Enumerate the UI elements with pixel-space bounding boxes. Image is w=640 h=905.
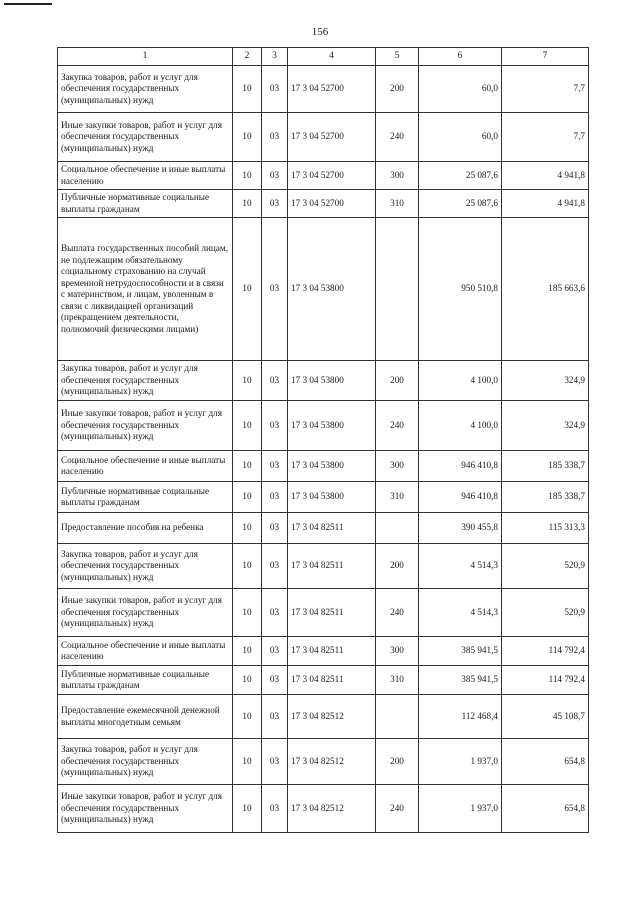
row-name-cell: Предоставление пособия на ребенка [58,513,233,544]
table-row [58,401,589,451]
expense-type-cell: 200 [376,739,419,785]
target-code-cell: 17 3 04 82511 [288,589,376,637]
expense-type-cell [376,218,419,361]
expense-type-cell: 300 [376,162,419,190]
subsection-cell: 03 [262,218,288,361]
amount-col7-cell: 324,9 [502,401,589,451]
row-name-cell: Выплата государственных пособий лицам, не подлежащим обязательному социальному страхованию на случай временной нетрудоспособности и в связи с материнством, и лицам, уволенным в связи с ликвидацией организаций (прекращением деятельности, полномочий физическими лицами) [58,218,233,361]
target-code-cell: 17 3 04 52700 [288,190,376,218]
table-row [58,482,589,513]
amount-col6-cell: 946 410,8 [419,451,502,482]
section-cell: 10 [233,513,262,544]
amount-col7-cell: 520,9 [502,589,589,637]
amount-col6-cell: 4 514,3 [419,544,502,589]
subsection-cell: 03 [262,361,288,401]
subsection-cell: 03 [262,589,288,637]
section-cell: 10 [233,544,262,589]
amount-col7-cell: 185 338,7 [502,451,589,482]
section-cell: 10 [233,666,262,695]
row-name-cell: Публичные нормативные социальные выплаты гражданам [58,190,233,218]
row-name-cell: Предоставление ежемесячной денежной выплаты многодетным семьям [58,695,233,739]
amount-col7-cell: 45 108,7 [502,695,589,739]
subsection-cell: 03 [262,482,288,513]
amount-col7-cell: 114 792,4 [502,637,589,666]
subsection-cell: 03 [262,451,288,482]
table-row [58,589,589,637]
subsection-cell: 03 [262,666,288,695]
subsection-cell: 03 [262,637,288,666]
amount-col6-cell: 4 100,0 [419,401,502,451]
section-cell: 10 [233,401,262,451]
target-code-cell: 17 3 04 53800 [288,482,376,513]
amount-col6-cell: 112 468,4 [419,695,502,739]
subsection-cell: 03 [262,190,288,218]
section-cell: 10 [233,739,262,785]
table-row [58,66,589,113]
expense-type-cell: 240 [376,589,419,637]
subsection-cell: 03 [262,113,288,162]
table-row [58,190,589,218]
subsection-cell: 03 [262,401,288,451]
amount-col6-cell: 60,0 [419,113,502,162]
target-code-cell: 17 3 04 52700 [288,66,376,113]
section-cell: 10 [233,218,262,361]
amount-col7-cell: 185 663,6 [502,218,589,361]
amount-col7-cell: 654,8 [502,739,589,785]
header-cell: 2 [233,48,262,66]
amount-col6-cell: 25 087,6 [419,190,502,218]
row-name-cell: Социальное обеспечение и иные выплаты населению [58,451,233,482]
table-row [58,666,589,695]
page-number: 156 [311,26,329,38]
row-name-cell: Публичные нормативные социальные выплаты гражданам [58,482,233,513]
table-row [58,739,589,785]
row-name-cell: Иные закупки товаров, работ и услуг для обеспечения государственных (муниципальных) нужд [58,589,233,637]
amount-col6-cell: 60,0 [419,66,502,113]
header-cell: 4 [288,48,376,66]
budget-table [57,47,589,833]
expense-type-cell: 200 [376,66,419,113]
expense-type-cell [376,695,419,739]
amount-col7-cell: 4 941,8 [502,190,589,218]
amount-col7-cell: 7,7 [502,66,589,113]
target-code-cell: 17 3 04 82512 [288,695,376,739]
table-row [58,361,589,401]
subsection-cell: 03 [262,739,288,785]
expense-type-cell [376,513,419,544]
section-cell: 10 [233,451,262,482]
section-cell: 10 [233,637,262,666]
expense-type-cell: 310 [376,190,419,218]
row-name-cell: Публичные нормативные социальные выплаты гражданам [58,666,233,695]
expense-type-cell: 200 [376,361,419,401]
amount-col6-cell: 4 100,0 [419,361,502,401]
section-cell: 10 [233,482,262,513]
table-row [58,785,589,833]
target-code-cell: 17 3 04 82512 [288,785,376,833]
target-code-cell: 17 3 04 82511 [288,513,376,544]
section-cell: 10 [233,785,262,833]
expense-type-cell: 240 [376,113,419,162]
subsection-cell: 03 [262,785,288,833]
subsection-cell: 03 [262,544,288,589]
table-row [58,544,589,589]
amount-col7-cell: 185 338,7 [502,482,589,513]
header-row [58,48,589,66]
amount-col6-cell: 1 937,0 [419,739,502,785]
target-code-cell: 17 3 04 53800 [288,451,376,482]
expense-type-cell: 240 [376,785,419,833]
amount-col6-cell: 390 455,8 [419,513,502,544]
section-cell: 10 [233,361,262,401]
expense-type-cell: 200 [376,544,419,589]
table-row [58,637,589,666]
target-code-cell: 17 3 04 82512 [288,739,376,785]
table-row [58,695,589,739]
table-row [58,162,589,190]
amount-col7-cell: 114 792,4 [502,666,589,695]
expense-type-cell: 300 [376,637,419,666]
table-row [58,218,589,361]
row-name-cell: Иные закупки товаров, работ и услуг для обеспечения государственных (муниципальных) нужд [58,113,233,162]
amount-col7-cell: 654,8 [502,785,589,833]
target-code-cell: 17 3 04 53800 [288,218,376,361]
target-code-cell: 17 3 04 52700 [288,113,376,162]
target-code-cell: 17 3 04 53800 [288,361,376,401]
amount-col6-cell: 950 510,8 [419,218,502,361]
row-name-cell: Закупка товаров, работ и услуг для обеспечения государственных (муниципальных) нужд [58,361,233,401]
target-code-cell: 17 3 04 52700 [288,162,376,190]
expense-type-cell: 240 [376,401,419,451]
amount-col6-cell: 1 937,0 [419,785,502,833]
table-row [58,513,589,544]
section-cell: 10 [233,190,262,218]
target-code-cell: 17 3 04 53800 [288,401,376,451]
amount-col7-cell: 520,9 [502,544,589,589]
section-cell: 10 [233,589,262,637]
section-cell: 10 [233,113,262,162]
target-code-cell: 17 3 04 82511 [288,666,376,695]
amount-col6-cell: 25 087,6 [419,162,502,190]
table-body [58,66,589,833]
amount-col6-cell: 4 514,3 [419,589,502,637]
section-cell: 10 [233,66,262,113]
row-name-cell: Закупка товаров, работ и услуг для обеспечения государственных (муниципальных) нужд [58,66,233,113]
row-name-cell: Иные закупки товаров, работ и услуг для обеспечения государственных (муниципальных) нужд [58,785,233,833]
expense-type-cell: 300 [376,451,419,482]
amount-col6-cell: 946 410,8 [419,482,502,513]
row-name-cell: Социальное обеспечение и иные выплаты населению [58,637,233,666]
amount-col7-cell: 324,9 [502,361,589,401]
row-name-cell: Закупка товаров, работ и услуг для обеспечения государственных (муниципальных) нужд [58,739,233,785]
subsection-cell: 03 [262,513,288,544]
amount-col7-cell: 4 941,8 [502,162,589,190]
row-name-cell: Закупка товаров, работ и услуг для обеспечения государственных (муниципальных) нужд [58,544,233,589]
expense-type-cell: 310 [376,482,419,513]
expense-type-cell: 310 [376,666,419,695]
header-cell: 7 [502,48,589,66]
row-name-cell: Социальное обеспечение и иные выплаты населению [58,162,233,190]
amount-col7-cell: 115 313,3 [502,513,589,544]
table-row [58,113,589,162]
header-cell: 5 [376,48,419,66]
row-name-cell: Иные закупки товаров, работ и услуг для обеспечения государственных (муниципальных) нужд [58,401,233,451]
section-cell: 10 [233,695,262,739]
header-cell: 1 [58,48,233,66]
amount-col6-cell: 385 941,5 [419,637,502,666]
amount-col7-cell: 7,7 [502,113,589,162]
subsection-cell: 03 [262,695,288,739]
subsection-cell: 03 [262,66,288,113]
table-row [58,451,589,482]
subsection-cell: 03 [262,162,288,190]
target-code-cell: 17 3 04 82511 [288,544,376,589]
header-cell: 3 [262,48,288,66]
target-code-cell: 17 3 04 82511 [288,637,376,666]
header-cell: 6 [419,48,502,66]
amount-col6-cell: 385 941,5 [419,666,502,695]
corner-rule [4,3,52,5]
section-cell: 10 [233,162,262,190]
